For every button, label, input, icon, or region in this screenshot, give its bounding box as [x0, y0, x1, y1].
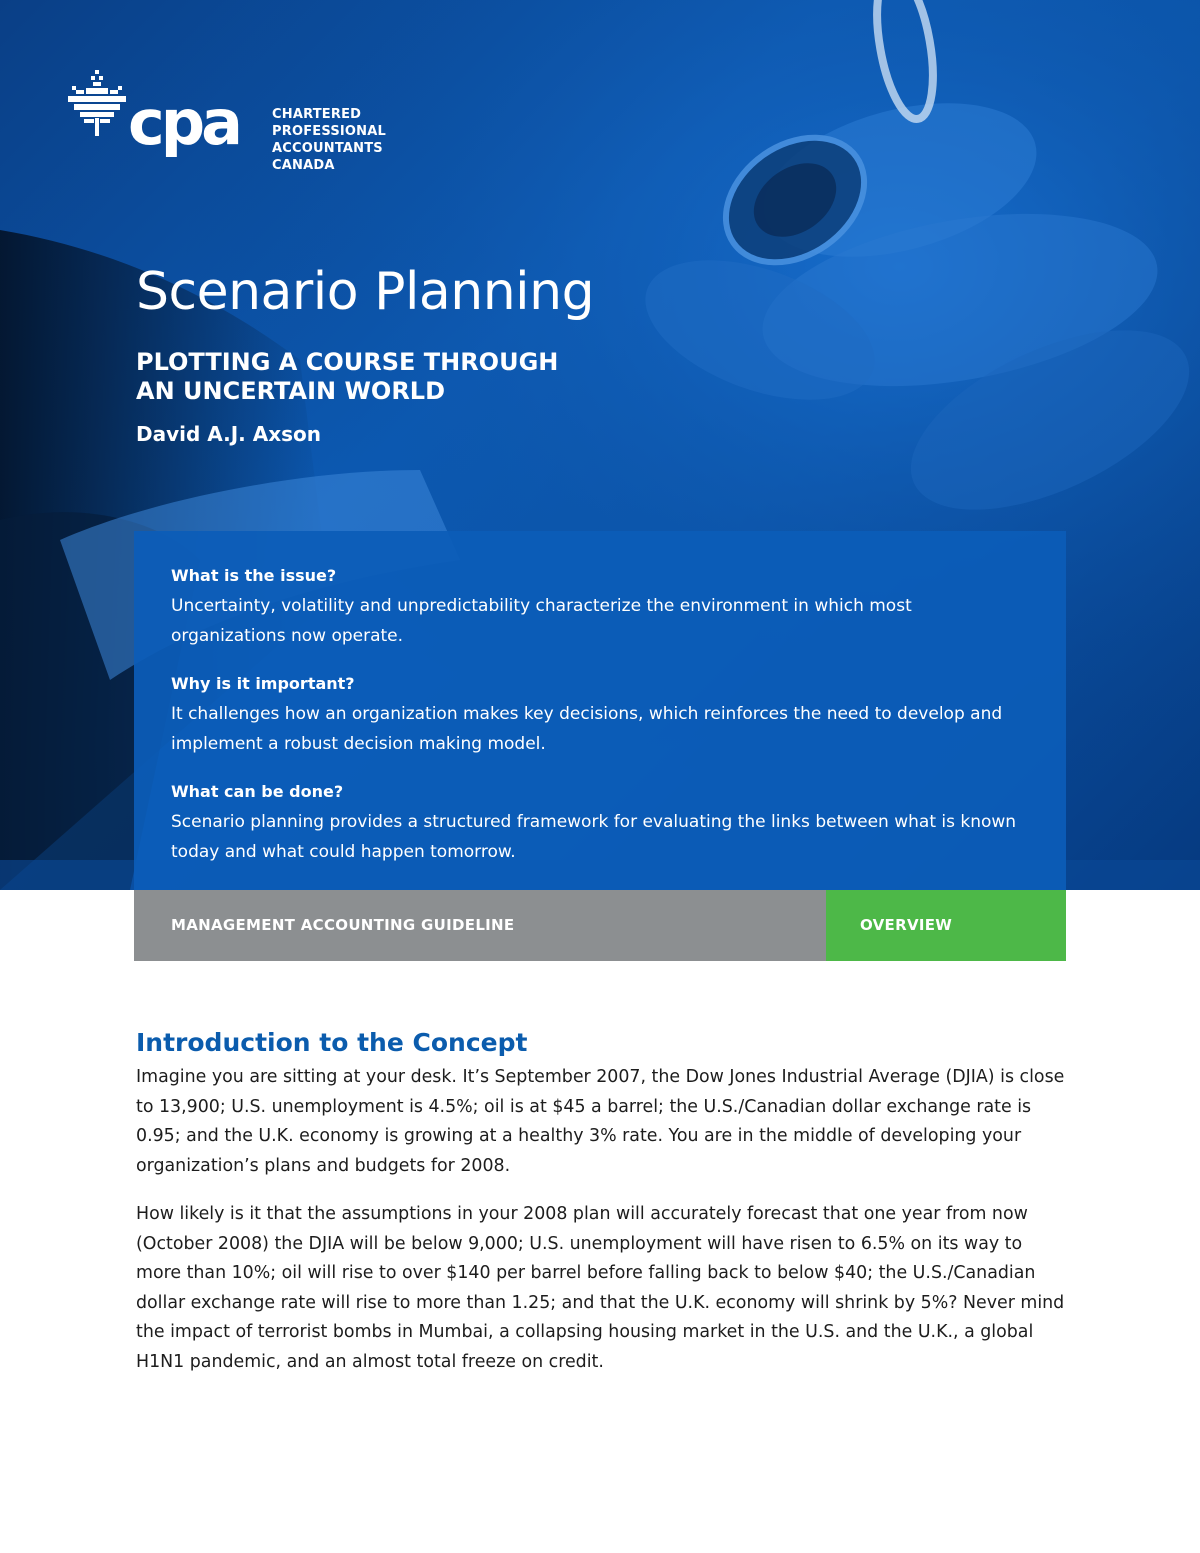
logo-line: ACCOUNTANTS [272, 141, 383, 156]
subtitle-line: AN UNCERTAIN WORLD [136, 377, 446, 405]
cpa-logo [66, 68, 406, 188]
summary-answer: Scenario planning provides a structured framework for evaluating the links between what is known today and what could happen tomorrow. [171, 812, 1017, 862]
cpa-wordmark: cpa [128, 86, 239, 159]
summary-answer: It challenges how an organization makes key decisions, which reinforces the need to develop and implement a robust decision making model. [171, 704, 1003, 754]
page-title: Scenario Planning [136, 262, 595, 322]
author-name: David A.J. Axson [136, 422, 321, 446]
summary-item [171, 669, 1030, 759]
summary-answer: Uncertainty, volatility and unpredictability characterize the environment in which most organizations now operate. [171, 596, 912, 646]
summary-question: What is the issue? [171, 566, 337, 585]
summary-item [171, 777, 1030, 867]
page-subtitle [136, 348, 656, 406]
maple-leaf-icon [66, 68, 128, 138]
overview-label: OVERVIEW [826, 890, 1066, 961]
logo-line: CHARTERED [272, 107, 362, 122]
logo-line: PROFESSIONAL [272, 124, 387, 139]
logo-line: CANADA [272, 158, 335, 173]
subtitle-line: PLOTTING A COURSE THROUGH [136, 348, 559, 376]
cpa-logo-text [272, 106, 386, 174]
guideline-label: MANAGEMENT ACCOUNTING GUIDELINE [134, 890, 826, 961]
summary-question: What can be done? [171, 782, 344, 801]
guideline-bar [134, 890, 1066, 961]
body-paragraph: How likely is it that the assumptions in your 2008 plan will accurately forecast that one year from now (October 2008) the DJIA will be below 9,000; U.S. unemployment will have risen to 6.5% on its way to more than 10%; oil will rise to over $140 per barrel before falling back to below $40; the U.S./Canadian dollar exchange rate will rise to more than 1.25; and that the U.K. economy will shrink by 5%? Never mind the impact of terrorist bombs in Mumbai, a collapsing housing market in the U.S. and the U.K., a global H1N1 pandemic, and an almost total freeze on credit. [136, 1204, 1065, 1372]
summary-item [171, 561, 1030, 651]
summary-box [134, 531, 1066, 890]
section-heading: Introduction to the Concept [136, 1028, 528, 1057]
body-paragraph: Imagine you are sitting at your desk. It’s September 2007, the Dow Jones Industrial Average (DJIA) is close to 13,900; U.S. unemployment is 4.5%; oil is at $45 a barrel; the U.S./Canadian dollar exchange rate is 0.95; and the U.K. economy is growing at a healthy 3% rate. You are in the middle of developing your organization’s plans and budgets for 2008. [136, 1067, 1065, 1176]
summary-question: Why is it important? [171, 674, 355, 693]
